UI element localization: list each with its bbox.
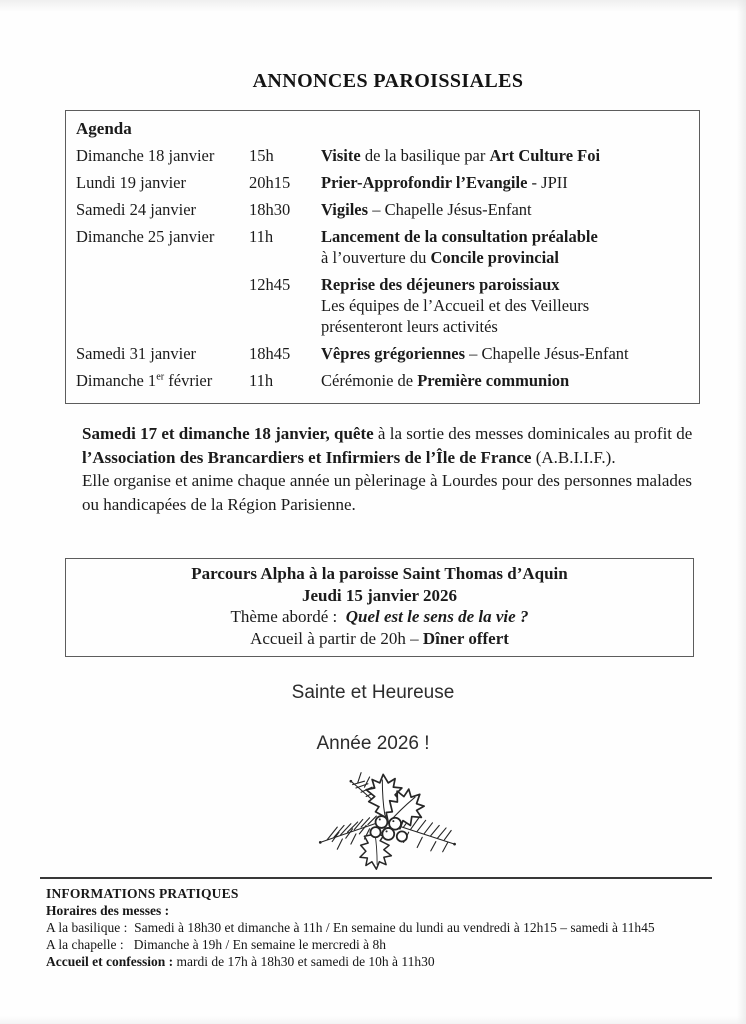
agenda-box bbox=[65, 110, 700, 404]
text-segment: er bbox=[156, 371, 165, 383]
text-segment: Reprise des déjeuners paroissiaux bbox=[321, 275, 560, 294]
agenda-row bbox=[76, 226, 687, 268]
agenda-row bbox=[76, 274, 687, 337]
agenda-row bbox=[76, 199, 687, 220]
agenda-desc-line bbox=[321, 370, 687, 391]
text-segment: Parcours Alpha à la paroisse Saint Thomas d’Aquin bbox=[191, 564, 568, 583]
text-segment: Vêpres grégoriennes bbox=[321, 344, 466, 363]
greeting-line-1: Sainte et Heureuse bbox=[291, 682, 455, 703]
agenda-desc-line bbox=[321, 274, 687, 295]
text-segment: l’Association des Brancardiers et Infirmiers de l’Île de France bbox=[82, 447, 532, 467]
agenda-time: 20h15 bbox=[249, 173, 291, 192]
agenda-desc-line bbox=[321, 295, 687, 316]
agenda-desc bbox=[321, 199, 687, 220]
page-title: ANNONCES PAROISSIALES bbox=[252, 70, 524, 92]
agenda-date bbox=[76, 226, 249, 268]
agenda-date bbox=[76, 199, 249, 220]
practical-info-line bbox=[46, 936, 712, 953]
text-segment: Samedi 17 et dimanche 18 janvier, quête bbox=[82, 424, 374, 443]
practical-info-inner bbox=[40, 885, 712, 970]
agenda-rows bbox=[76, 145, 687, 391]
practical-info-line bbox=[46, 919, 712, 936]
text-segment: Les équipes de l’Accueil et des Veilleurs bbox=[321, 296, 590, 315]
agenda-row bbox=[76, 145, 687, 166]
text-segment: Art Culture Foi bbox=[489, 146, 601, 165]
text-segment: Concile provincial bbox=[430, 248, 559, 267]
text-segment: présenteront leurs activités bbox=[321, 317, 498, 336]
text-segment: Prier-Approfondir l’Evangile bbox=[321, 173, 528, 192]
text-segment: Horaires des messes : bbox=[46, 903, 170, 918]
alpha-line bbox=[74, 628, 685, 650]
practical-info-title: INFORMATIONS PRATIQUES bbox=[46, 886, 239, 901]
agenda-time: 12h45 bbox=[249, 275, 291, 294]
alpha-announcement-box bbox=[65, 558, 694, 657]
practical-info-section bbox=[40, 877, 712, 970]
agenda-desc bbox=[321, 343, 687, 364]
text-segment: – Chapelle Jésus-Enfant bbox=[465, 344, 629, 363]
text-segment: Cérémonie de bbox=[321, 371, 418, 390]
text-segment: Vigiles bbox=[321, 200, 369, 219]
text-segment: Elle organise et anime chaque année un pèlerinage à Lourdes pour des personnes malades ou handicapées de la Région Parisienne. bbox=[82, 471, 693, 514]
text-segment: Samedi 31 janvier bbox=[76, 344, 197, 363]
text-segment: – Chapelle Jésus-Enfant bbox=[368, 200, 532, 219]
text-segment: Accueil et confession : bbox=[46, 954, 174, 969]
text-segment: Lundi 19 janvier bbox=[76, 173, 186, 192]
scan-shade-bottom bbox=[0, 1016, 746, 1024]
text-segment: Thème abordé : bbox=[230, 607, 346, 626]
agenda-desc bbox=[321, 226, 687, 268]
scan-shade-right bbox=[737, 0, 746, 1024]
practical-info-line bbox=[46, 953, 712, 970]
agenda-desc-line bbox=[321, 172, 687, 193]
text-segment: Lancement de la consultation préalable bbox=[321, 227, 598, 246]
agenda-desc-line bbox=[321, 226, 687, 247]
text-segment: A la basilique : Samedi à 18h30 et dimanche à 11h / En semaine du lundi au vendredi à 12h15 – samedi à 11h45 bbox=[46, 920, 655, 935]
agenda-date bbox=[76, 145, 249, 166]
paragraph-part-2 bbox=[82, 469, 703, 516]
practical-info-line bbox=[46, 902, 712, 919]
text-segment: Dîner offert bbox=[422, 628, 509, 648]
agenda-date bbox=[76, 274, 249, 337]
alpha-line bbox=[74, 606, 685, 628]
agenda-row bbox=[76, 370, 687, 391]
agenda-time: 18h45 bbox=[249, 344, 291, 363]
agenda-desc-line bbox=[321, 316, 687, 337]
text-segment: Dimanche 18 janvier bbox=[76, 146, 215, 165]
agenda-date bbox=[76, 172, 249, 193]
holly-pine-sprig-illustration bbox=[296, 771, 478, 873]
agenda-time: 11h bbox=[249, 371, 274, 390]
agenda-time: 18h30 bbox=[249, 200, 291, 219]
agenda-time: 15h bbox=[249, 146, 274, 165]
collection-paragraph bbox=[82, 422, 703, 516]
agenda-desc-line bbox=[321, 199, 687, 220]
text-segment: à l’ouverture du bbox=[321, 248, 431, 267]
paragraph-part-1 bbox=[82, 422, 703, 469]
text-segment: à la sortie des messes dominicales au profit de bbox=[373, 424, 693, 443]
alpha-line bbox=[74, 563, 685, 585]
text-segment: février bbox=[164, 371, 213, 390]
agenda-date bbox=[76, 343, 249, 364]
text-segment: Samedi 24 janvier bbox=[76, 200, 197, 219]
agenda-date bbox=[76, 370, 249, 391]
divider-rule bbox=[40, 877, 712, 879]
text-segment: Première communion bbox=[417, 371, 570, 390]
agenda-row bbox=[76, 172, 687, 193]
text-segment: Jeudi 15 janvier 2026 bbox=[301, 585, 458, 605]
text-segment: Dimanche 1 bbox=[76, 371, 157, 390]
text-segment: A la chapelle : Dimanche à 19h / En semaine le mercredi à 8h bbox=[46, 937, 386, 952]
agenda-desc bbox=[321, 145, 687, 166]
agenda-time: 11h bbox=[249, 227, 274, 246]
agenda-heading: Agenda bbox=[76, 119, 132, 138]
alpha-line bbox=[74, 585, 685, 607]
greeting-line-2: Année 2026 ! bbox=[316, 733, 430, 754]
text-segment: (A.B.I.I.F.). bbox=[531, 447, 616, 467]
text-segment: de la basilique par bbox=[360, 146, 490, 165]
text-segment: - JPII bbox=[527, 173, 568, 192]
agenda-desc bbox=[321, 172, 687, 193]
scan-shade-top bbox=[0, 0, 746, 12]
agenda-desc bbox=[321, 274, 687, 337]
text-segment: Quel est le sens de la vie ? bbox=[345, 607, 529, 626]
practical-info-lines bbox=[46, 902, 712, 970]
text-segment: Dimanche 25 janvier bbox=[76, 227, 215, 246]
agenda-row bbox=[76, 343, 687, 364]
text-segment: mardi de 17h à 18h30 et samedi de 10h à 11h30 bbox=[173, 954, 435, 969]
agenda-desc-line bbox=[321, 145, 687, 166]
agenda-desc bbox=[321, 370, 687, 391]
text-segment: Visite bbox=[321, 146, 361, 165]
agenda-desc-line bbox=[321, 247, 687, 268]
agenda-desc-line bbox=[321, 343, 687, 364]
text-segment: Accueil à partir de 20h – bbox=[250, 628, 423, 648]
